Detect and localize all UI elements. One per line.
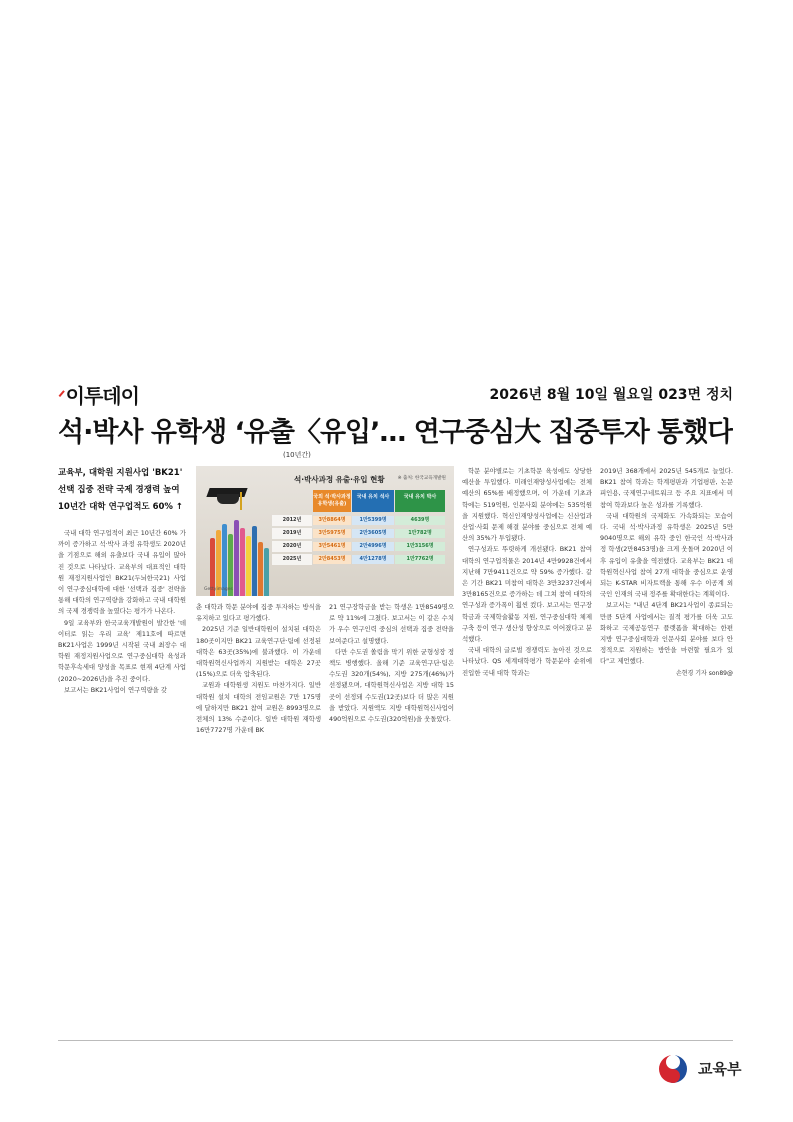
article-column-3 <box>329 602 454 725</box>
paragraph: 21 연구장학금을 받는 학생은 1만8549명으로 약 11%에 그쳤다. 보고서는 이 같은 수치가 우수 연구인력 중심의 선택과 집중 전략을 보여준다고 설명했다. <box>329 603 454 645</box>
paragraph: 2019년 368개에서 2025년 545개로 늘었다. BK21 참여 학과는 학계평판과 기업평판, 논문 피인용, 국제연구네트워크 등 주요 지표에서 미참여 학과보다 높은 성과를 기록했다. <box>600 467 733 509</box>
cap-tassel <box>240 492 242 510</box>
paragraph: 2025년 기준 일반대학원이 설치된 대학은 180곳이지만 BK21 교육연구단·팀에 선정된 대학은 63곳(35%)에 불과했다. 이 가운데 대학원혁신사업까지 지원받는 대학은 27곳(15%)으로 더욱 압축된다. <box>196 625 321 679</box>
chart-source: ※ 출처: 한국교육개발원 <box>397 476 446 481</box>
paragraph: 국내 대학원의 국제화도 가속화되는 모습이다. 국내 석·박사과정 유학생은 2025년 5만9040명으로 해외 유학 중인 한국인 석·박사과정 학생(2만8453명)을 크게 웃돌며 2020년 이후 유입이 유출을 역전했다. 교육부는 BK21 대학원혁신사업 참여 27개 대학을 중심으로 운영되는 K-STAR 비자트랙을 통해 우수 이공계 외국인 인재의 국내 정주를 확대한다는 계획이다. <box>600 511 733 599</box>
paragraph: 보고서는 BK21사업이 연구역량을 갖 <box>64 685 168 694</box>
footer-divider <box>58 1040 733 1041</box>
paragraph: 국내 대학 연구업적이 최근 10년간 60% 가까이 증가하고 석·박사 과정 유학생도 2020년을 기점으로 해외 유출보다 국내 유입이 많아진 것으로 나타났다. 교육부의 대표적인 대학원 재정지원사업인 BK21(두뇌한국21) 사업이 연구중심대학에 대한 '선택과 집중' 전략을 통해 대학의 연구역량을 강화하고 국내 대학원의 국제 경쟁력을 높였다는 평가가 나온다. <box>58 529 186 616</box>
pencil <box>264 548 269 596</box>
cell-doctor: 1만7762명 <box>395 555 445 564</box>
logo-text: 이투데이 <box>65 384 139 408</box>
paragraph: 교원과 대학원생 지원도 마찬가지다. 일반대학원 설치 대학의 전임교원은 7만 175명에 달하지만 BK21 참여 교원은 8993명으로 전체의 13% 수준이다. 일반 대학원 재학생 16만7727명 가운데 BK <box>196 681 321 735</box>
masthead <box>58 380 733 406</box>
table-row <box>272 541 446 552</box>
newspaper-logo <box>58 380 139 409</box>
paragraph: 연구성과도 뚜렷하게 개선됐다. BK21 참여 대학의 연구업적물은 2014년 4만9928건에서 지난해 7만9411건으로 약 59% 증가했다. 같은 기간 BK21 미참여 대학은 3만3237건에서 3만8165건으로 증가하는 데 그쳐 참여 대학의 연구성과 증가폭이 훨씬 컸다. 보고서는 연구장학금과 국제학술활동 지원, 연구중심대학 체제 구축 등이 연구 생산성 향상으로 이어졌다고 분석했다. <box>462 545 592 644</box>
pencil <box>222 524 227 596</box>
image-watermark: Gettyimages <box>204 587 233 592</box>
pencil <box>240 528 245 596</box>
logo-mark: ᐟ <box>58 387 65 408</box>
cell-master: 2만3605명 <box>352 529 394 538</box>
headline: 석·박사 유학생 ‘유출〈유입’… 연구중심大 집중투자 통했다 <box>58 417 733 448</box>
paragraph: 다만 수도권 쏠림을 막기 위한 균형성장 정책도 병행했다. 올해 기준 교육연구단·팀은 수도권 320개(54%), 지방 275개(46%)가 선정됐으며, 대학원혁신사업은 지방 대학 15곳이 선정돼 수도권(12곳)보다 더 많은 지원을 받았다. 지원액도 지방 대학원혁신사업이 490억원으로 수도권(320억원)을 웃돌았다. <box>329 647 454 724</box>
article-column-5 <box>600 466 733 679</box>
row-year: 2025년 <box>272 554 312 565</box>
paragraph: 보고서는 "내년 4단계 BK21사업이 종료되는 만큼 5단계 사업에서는 질적 평가를 더욱 고도화하고 국제공동연구 플랫폼을 확대하는 한편 지방 연구중심대학과 인문사회 분야를 보다 안정적으로 지원하는 방안을 마련할 필요가 있다"고 제언했다. <box>600 601 733 666</box>
deck-line: 10년간 대학 연구업적도 60% ↑ <box>58 502 184 512</box>
paragraph: 9일 교육부와 한국교육개발원이 발간한 '데이터로 읽는 우리 교육' 제11호에 따르면 BK21사업은 1999년 시작된 국내 최장수 대학원 재정지원사업으로 연구중심대학 육성과 학문후속세대 양성을 목표로 현재 4단계 사업(2020~2026년)을 추진 중이다. <box>58 618 186 683</box>
cell-master: 2만4996명 <box>352 542 394 551</box>
table-row <box>272 528 446 539</box>
chart-title: 석·박사과정 유출·유입 현황 <box>294 475 385 484</box>
cell-outflow: 2만8453명 <box>313 555 351 564</box>
table-row <box>272 554 446 565</box>
cell-master: 4만1278명 <box>352 555 394 564</box>
col-header-doctor: 국내 유치 박사 <box>395 490 445 512</box>
cell-master: 1만5399명 <box>352 516 394 525</box>
paragraph: 국내 대학의 글로벌 경쟁력도 높아진 것으로 나타났다. QS 세계대학평가 학문분야 순위에 진입한 국내 대학 학과는 <box>462 646 592 677</box>
deck-line: 교육부, 대학원 지원사업 'BK21' <box>58 468 183 478</box>
headline-subcaption: (10년간) <box>283 451 311 459</box>
table-row <box>272 515 446 526</box>
cell-outflow: 3만8864명 <box>313 516 351 525</box>
ministry-name: 교육부 <box>698 1060 742 1078</box>
graduation-cap-crown <box>217 494 239 504</box>
deck-line: 선택 집중 전략 국제 경쟁력 높여 <box>58 485 180 495</box>
pencil <box>252 526 257 596</box>
row-year: 2019년 <box>272 528 312 539</box>
cell-outflow: 3만5975명 <box>313 529 351 538</box>
paragraph: 춘 대학과 학문 분야에 집중 투자하는 방식을 유지하고 있다고 평가했다. <box>196 603 321 623</box>
cell-doctor: 4639명 <box>395 516 445 525</box>
dateline: 2026년 8월 10일 월요일 023면 정치 <box>489 387 733 403</box>
flow-chart-graphic <box>196 466 454 596</box>
pencil <box>246 536 251 596</box>
cell-doctor: 1만782명 <box>395 529 445 538</box>
row-year: 2020년 <box>272 541 312 552</box>
pencil <box>234 520 239 596</box>
row-year: 2012년 <box>272 515 312 526</box>
article-column-4 <box>462 466 592 679</box>
pencil <box>258 542 263 596</box>
col-header-outflow: 국외 석·박사과정 유학생(유출) <box>313 490 351 512</box>
article-column-1 <box>58 528 186 696</box>
cell-doctor: 1만3156명 <box>395 542 445 551</box>
col-header-master: 국내 유치 석사 <box>352 490 394 512</box>
deck <box>58 465 186 516</box>
byline: 손현경 기자 son89@ <box>675 669 733 677</box>
cell-outflow: 3만5461명 <box>313 542 351 551</box>
paragraph: 학문 분야별로는 기초학문 육성에도 상당한 예산을 투입했다. 미래인재양성사업에는 전체 예산의 65%를 배정했으며, 이 가운데 기초과학에는 519억원, 인문사회 분야에는 535억원을 지원했다. 혁신인재양성사업에는 신산업과 산업·사회 문제 해결 분야를 중심으로 전체 예산의 35%가 투입됐다. <box>462 467 592 543</box>
taegeuk-emblem-icon <box>657 1053 689 1085</box>
article-column-2 <box>196 602 321 736</box>
